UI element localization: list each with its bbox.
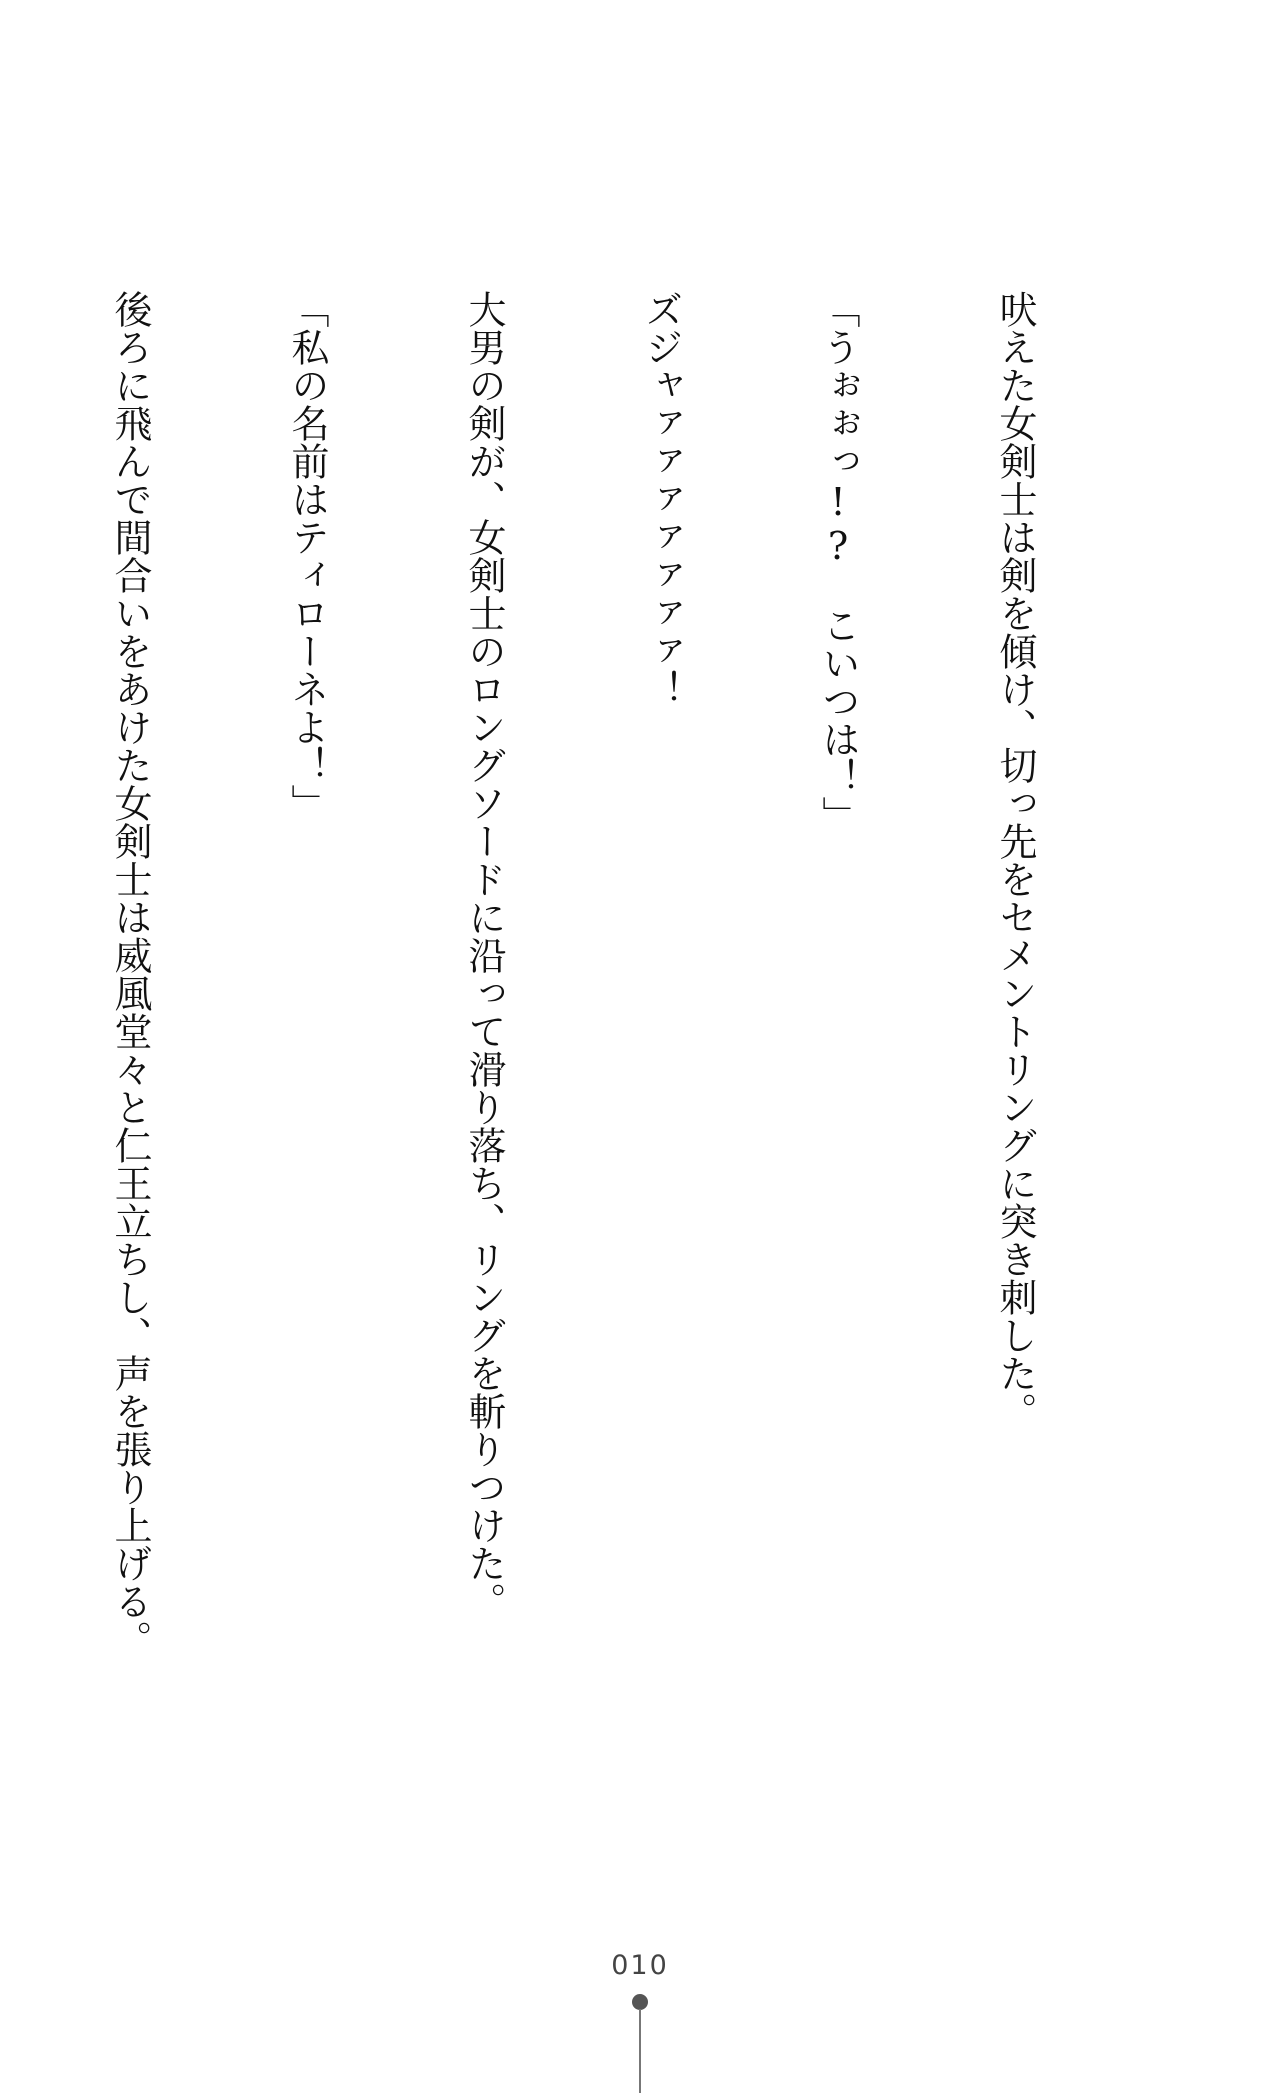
folio-dot-ornament: [632, 1994, 648, 2010]
text-line: 後ろに飛んで間合いをあけた女剣士は威風堂々と仁王立ちし、声を張り上げる。: [108, 290, 152, 1658]
body-text: [0, 290, 1162, 1720]
text-line: 「私の名前はティローネよ！」: [285, 290, 329, 822]
folio-rule-ornament: [639, 2009, 641, 2093]
page-number: 010: [611, 1950, 669, 1981]
text-line: 大男の剣が、女剣士のロングソードに沿って滑り落ち、リングを斬りつけた。: [462, 290, 506, 1620]
text-line: 「うぉぉっ!? こいつは！」: [816, 290, 860, 834]
text-line: ズジャァァァァァァァ！: [639, 290, 683, 708]
text-line: 吠えた女剣士は剣を傾け、切っ先をセメントリングに突き刺した。: [993, 290, 1037, 1430]
